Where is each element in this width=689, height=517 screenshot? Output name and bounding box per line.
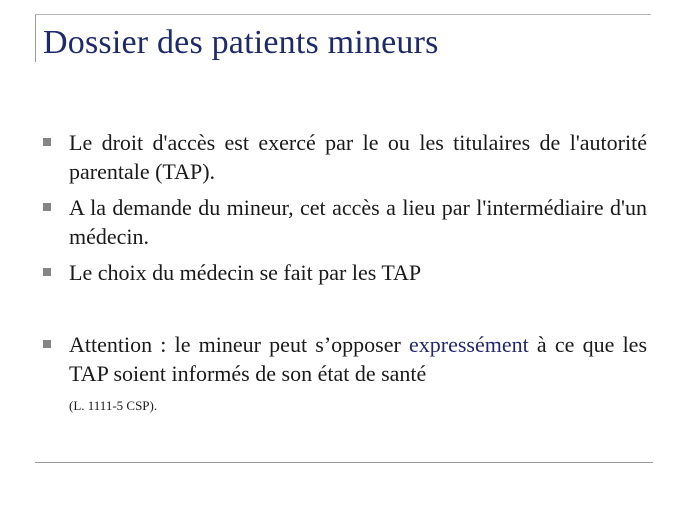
legal-citation: (L. 1111-5 CSP). bbox=[69, 398, 158, 413]
square-bullet-icon bbox=[43, 138, 51, 146]
square-bullet-icon bbox=[43, 268, 51, 276]
emphasis-word: expressément bbox=[409, 332, 529, 357]
bullet-text-1: Le droit d'accès est exercé par le ou les titulaires de l'autorité parentale (TAP). bbox=[69, 130, 647, 184]
bullet-text-2: A la demande du mineur, cet accès a lieu par l'intermédiaire d'un médecin. bbox=[69, 195, 647, 249]
bullet-text-4-before: Attention : le mineur peut s’opposer bbox=[69, 332, 409, 357]
title-rule-horizontal bbox=[35, 14, 651, 15]
square-bullet-icon bbox=[43, 340, 51, 348]
bullet-item-3 bbox=[43, 258, 647, 287]
bottom-rule bbox=[35, 462, 653, 463]
square-bullet-icon bbox=[43, 203, 51, 211]
bullet-text-4-after: à ce que les TAP soient informés de son état de santé bbox=[69, 332, 648, 386]
bullet-item-2 bbox=[43, 193, 647, 251]
bullet-list bbox=[43, 128, 647, 417]
bullet-text-3: Le choix du médecin se fait par les TAP bbox=[69, 260, 422, 285]
bullet-item-4 bbox=[43, 330, 647, 417]
title-rule-vertical bbox=[35, 14, 36, 62]
slide-title: Dossier des patients mineurs bbox=[43, 24, 439, 61]
bullet-item-1 bbox=[43, 128, 647, 186]
